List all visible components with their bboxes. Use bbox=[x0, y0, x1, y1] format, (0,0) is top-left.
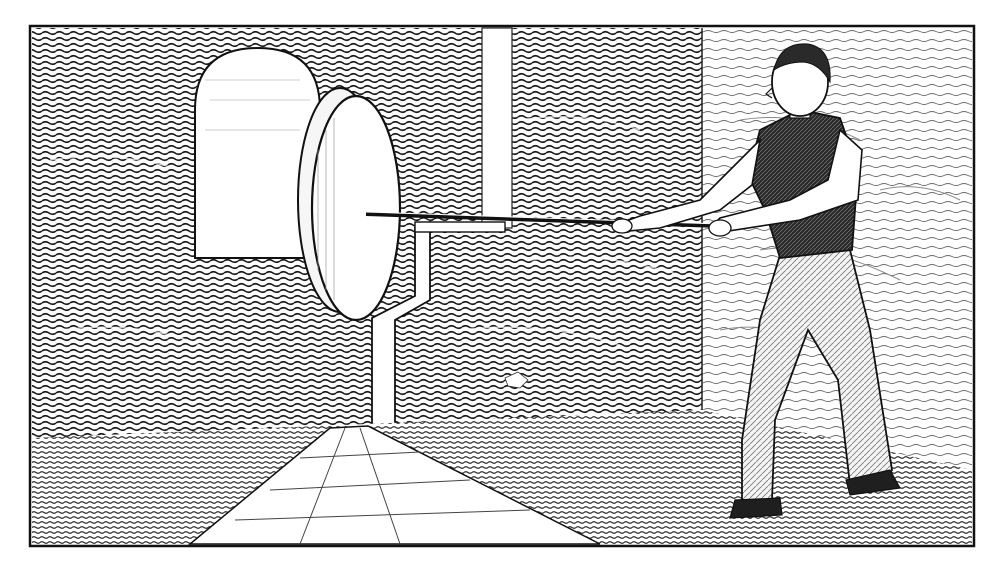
glass-disc-icon bbox=[312, 96, 400, 320]
chimney-strip bbox=[482, 28, 512, 228]
